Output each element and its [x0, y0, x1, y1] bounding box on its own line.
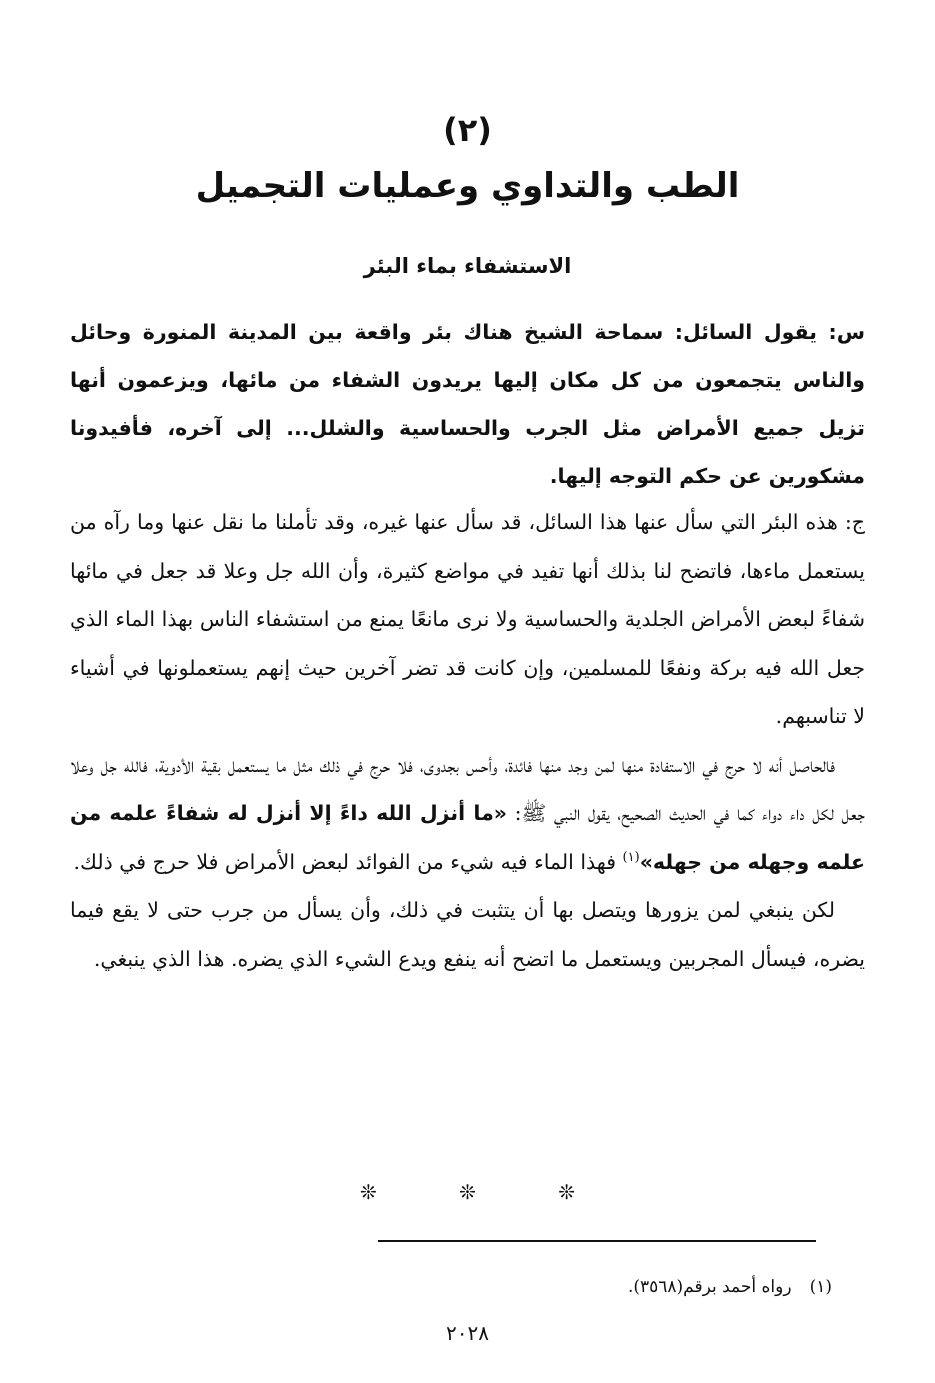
chapter-title: الطب والتداوي وعمليات التجميل	[195, 166, 740, 206]
answer-text	[70, 498, 865, 983]
footnote-reference[interactable]: (١)	[622, 849, 640, 865]
page-number: ٢٠٢٨	[446, 1321, 489, 1345]
separator-star-icon: ❊	[359, 1180, 377, 1204]
hadith-quote: «ما أنزل الله داءً إلا أنزل له شفاءً علمه من علمه وجهله من جهله»	[70, 801, 865, 874]
separator-star-icon: ❊	[558, 1180, 575, 1204]
section-title: الاستشفاء بماء البئر	[363, 254, 572, 278]
answer-paragraph-3: لكن ينبغي لمن يزورها ويتصل بها أن يتثبت في ذلك، وأن يسأل من جرب حتى لا يقع فيما يضره، فيسأل المجربين ويستعمل ما اتضح أنه ينفع ويدع الشيء الذي يضره. هذا الذي ينبغي.	[70, 898, 865, 971]
footnote-divider	[378, 1240, 816, 1242]
footnote-number: (١)	[809, 1277, 832, 1297]
answer-paragraph-2-intro: فالحاصل أنه لا حرج في الاستفادة منها لمن وجد منها فائدة، وأحس بجدوى، فلا حرج في ذلك مثل ما يستعمل بقية الأدوية، فالله جل وعلا جعل لكل داء دواء كما في الحديث الصحيح، يقول النبي ﷺ:	[70, 752, 866, 825]
footnote	[70, 1272, 832, 1302]
answer-paragraph-2-conclusion: فهذا الماء فيه شيء من الفوائد لبعض الأمراض فلا حرج في ذلك.	[73, 849, 623, 874]
chapter-number: (٢)	[443, 111, 492, 149]
separator-star-icon: ❊	[459, 1180, 476, 1204]
footnote-text: رواه أحمد برقم(٣٥٦٨).	[627, 1277, 792, 1297]
section-separator	[0, 1180, 935, 1204]
answer-paragraph-1: ج: هذه البئر التي سأل عنها هذا السائل، قد سأل عنها غيره، وقد تأملنا ما نقل عنها وما رآه من يستعمل ماءها، فاتضح لنا بذلك أنها تفيد في مواضع كثيرة، وأن الله جل وعلا قد جعل في مائها شفاءً لبعض الأمراض الجلدية والحساسية ولا نرى مانعًا يمنع من استشفاء الناس بهذا الماء الذي جعل الله فيه بركة ونفعًا للمسلمين، وإن كانت قد تضر آخرين حيث إنهم يستعملونها في أشياء لا تناسبهم.	[70, 510, 865, 728]
question-paragraph: س: يقول السائل: سماحة الشيخ هناك بئر واقعة بين المدينة المنورة وحائل والناس يتجمعون من كل مكان إليها يريدون الشفاء من مائها، ويزعمون أنها تزيل جميع الأمراض مثل الجرب والحساسية والشلل... إلى آخره، فأفيدونا مشكورين عن حكم التوجه إليها.	[70, 320, 865, 488]
answer-paragraph-2	[70, 741, 865, 887]
